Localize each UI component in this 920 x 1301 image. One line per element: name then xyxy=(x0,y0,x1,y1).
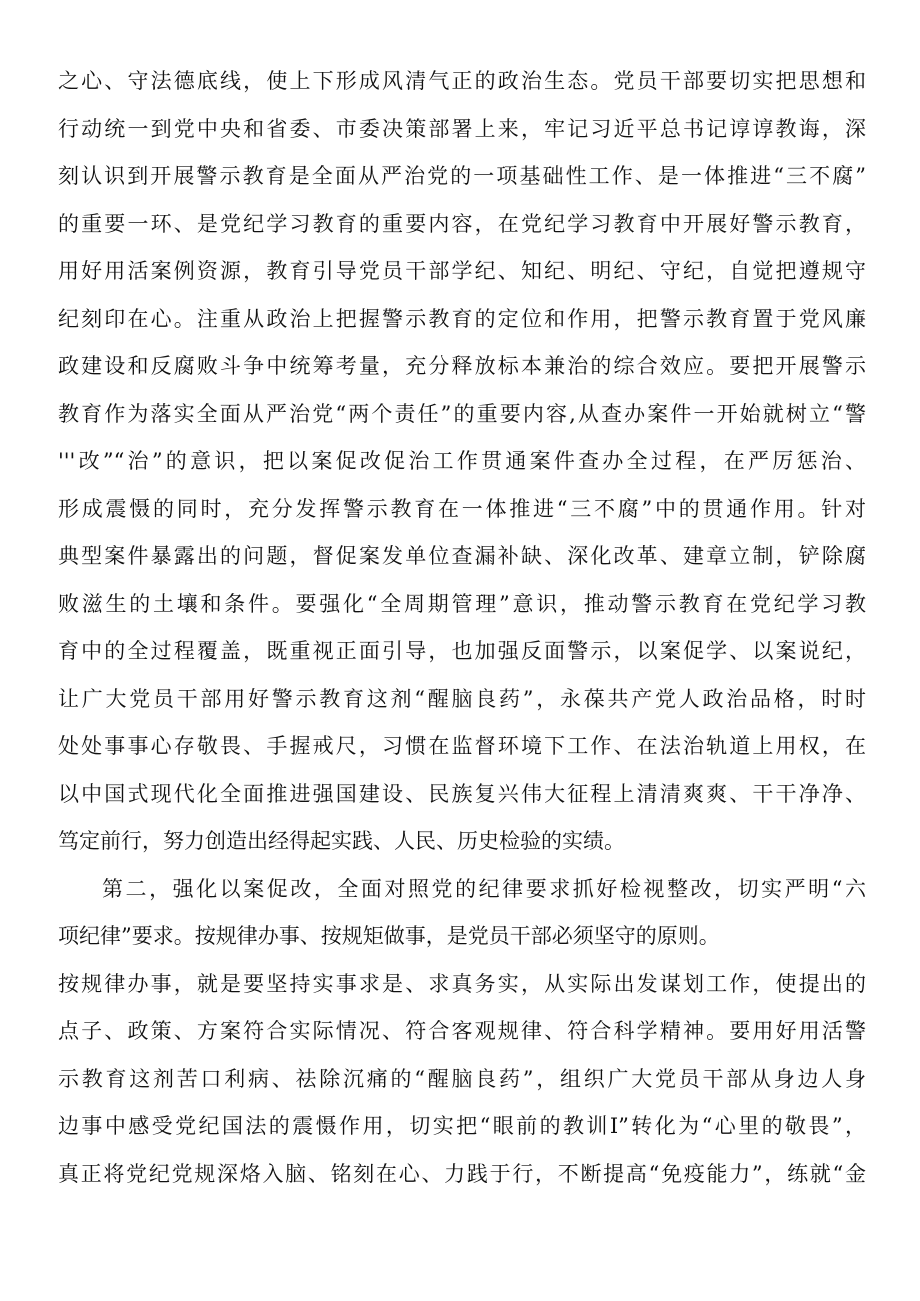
text-line: 以中国式现代化全面推进强国建设、民族复兴伟大征程上清清爽爽、干干净净、 xyxy=(58,781,866,806)
document-body xyxy=(58,58,866,1198)
text-line: 纪刻印在心。注重从政治上把握警示教育的定位和作用，把警示教育置于党风廉 xyxy=(58,306,866,331)
text-line: 点子、政策、方案符合实际情况、符合客观规律、符合科学精神。要用好用活警 xyxy=(58,1019,866,1043)
text-line: 第二，强化以案促改，全面对照党的纪律要求抓好检视整改，切实严明“六 xyxy=(102,876,866,901)
text-line: 政建设和反腐败斗争中统筹考量，充分释放标本兼治的综合效应。要把开展警示 xyxy=(58,354,866,378)
text-line: 笃定前行，努力创造出经得起实践、人民、历史检验的实绩。 xyxy=(58,829,625,853)
text-line: 处处事事心存敬畏、手握戒尺，习惯在监督环境下工作、在法治轨道上用权，在 xyxy=(58,734,866,758)
text-line: 之心、守法德底线，使上下形成风清气正的政治生态。党员干部要切实把思想和 xyxy=(58,69,866,93)
text-line: 败滋生的土壤和条件。要强化“全周期管理”意识，推动警示教育在党纪学习教 xyxy=(58,591,866,616)
text-line: 形成震慑的同时，充分发挥警示教育在一体推进“三不腐”中的贯通作用。针对 xyxy=(58,496,866,521)
text-line: 示教育这剂苦口利病、祛除沉痛的“醒脑良药”，组织广大党员干部从身边人身 xyxy=(58,1066,866,1091)
text-line: 育中的全过程覆盖，既重视正面引导，也加强反面警示，以案促学、以案说纪， xyxy=(58,639,866,663)
text-line: 刻认识到开展警示教育是全面从严治党的一项基础性工作、是一体推进“三不腐” xyxy=(58,164,866,188)
text-line: 真正将党纪党规深烙入脑、铭刻在心、力践于行，不断提高“免疫能力”，练就“金 xyxy=(58,1161,866,1186)
text-line: 项纪律”要求。按规律办事、按规矩做事，是党员干部必须坚守的原则。 xyxy=(58,924,720,948)
text-line: 让广大党员干部用好警示教育这剂“醒脑良药”，永葆共产党人政治品格，时时 xyxy=(58,686,866,711)
text-line: 行动统一到党中央和省委、市委决策部署上来，牢记习近平总书记谆谆教诲，深 xyxy=(58,116,866,141)
text-line: 边事中感受党纪国法的震慑作用，切实把“眼前的教训I”转化为“心里的敬畏”， xyxy=(58,1114,866,1138)
text-line: 的重要一环、是党纪学习教育的重要内容，在党纪学习教育中开展好警示教育， xyxy=(58,211,866,236)
text-line: 典型案件暴露出的问题，督促案发单位查漏补缺、深化改革、建章立制，铲除腐 xyxy=(58,544,866,568)
text-line: 教育作为落实全面从严治党“两个责任”的重要内容,从查办案件一开始就树立“警 xyxy=(58,401,866,426)
text-line: '''改”“治”的意识，把以案促改促治工作贯通案件查办全过程，在严厉惩治、 xyxy=(58,449,866,473)
text-line: 用好用活案例资源，教育引导党员干部学纪、知纪、明纪、守纪，自觉把遵规守 xyxy=(58,259,866,283)
text-line: 按规律办事，就是要坚持实事求是、求真务实，从实际出发谋划工作，使提出的 xyxy=(58,971,866,996)
